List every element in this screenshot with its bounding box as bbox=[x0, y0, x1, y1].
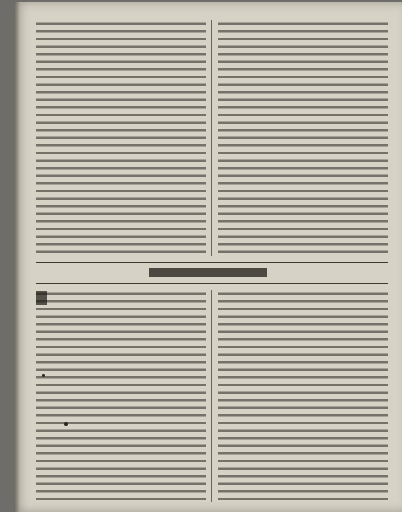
section-title bbox=[14, 265, 402, 281]
text-column-left-bottom bbox=[36, 290, 206, 502]
column-divider-bottom bbox=[211, 290, 212, 502]
text-column-right-top bbox=[218, 20, 388, 256]
newspaper-page bbox=[14, 2, 402, 512]
section-rule-lower bbox=[36, 283, 388, 284]
section-rule-upper bbox=[36, 262, 388, 263]
page-number bbox=[14, 6, 402, 18]
ink-speck bbox=[42, 374, 45, 377]
ink-speck bbox=[64, 422, 68, 426]
text-column-left-top bbox=[36, 20, 206, 256]
drop-cap-initial bbox=[36, 291, 47, 305]
text-column-right-bottom bbox=[218, 290, 388, 502]
page-binding-shadow bbox=[14, 2, 20, 512]
column-divider-top bbox=[211, 20, 212, 256]
